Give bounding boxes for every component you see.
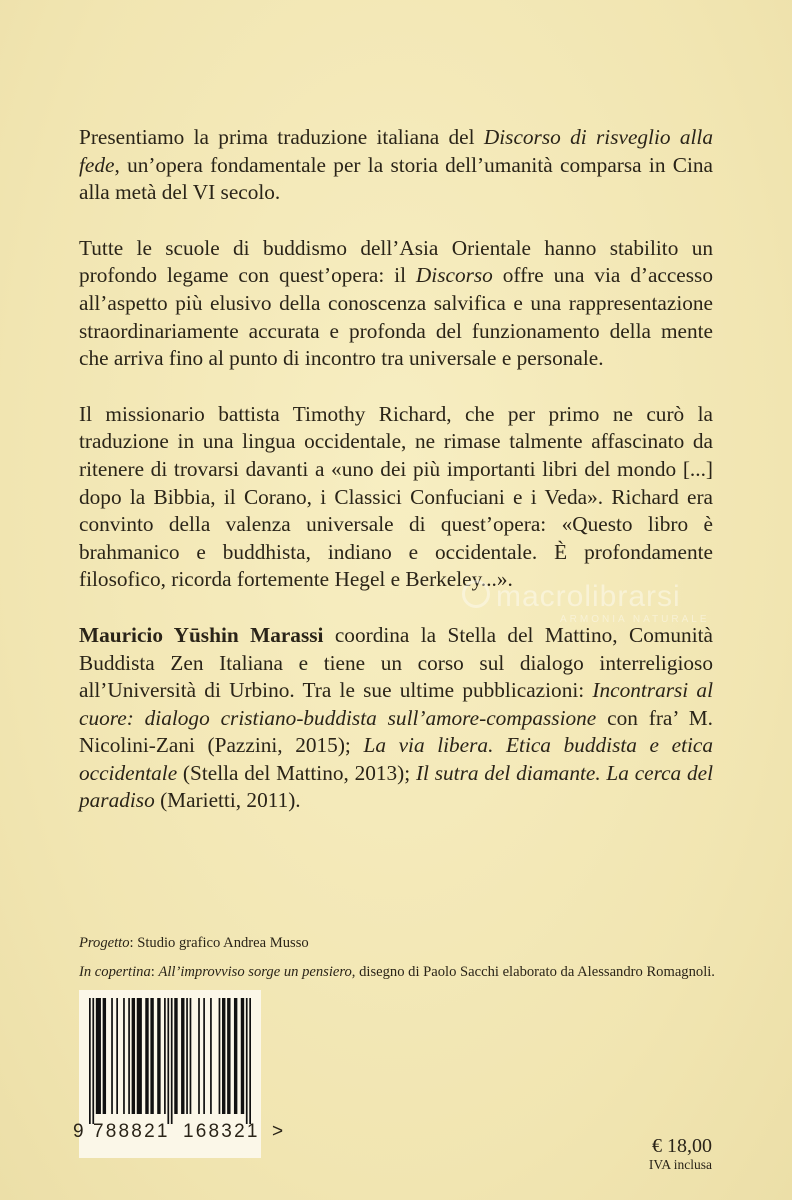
barcode-bar [157,998,160,1114]
barcode-bar [150,998,153,1114]
barcode-bar [123,998,125,1114]
watermark-logo: macrolibrarsi [462,580,681,614]
price-amount: € 18,00 [652,1135,712,1157]
barcode-bar [181,998,184,1114]
barcode-bar [210,998,212,1114]
barcode-bar [249,998,251,1124]
barcode-bar [203,998,205,1114]
paragraph-richard: Il missionario battista Timothy Richard, che per primo ne curò la traduzione in una lingua occidentale, ne rimase talmente affascinato da ritenere di trovarsi davanti a «uno dei più importanti libri del mondo [...] dopo la Bibbia, il Corano, i Classici Confuciani e i Veda». Richard era convinto della valenza universale di quest’opera: «Questo libro è brahmanico e buddhista, indiano e occidentale. È profondamente filosofico, ricorda fortemente Hegel e Berkeley...». [79,401,713,592]
book-title: Discorso di risveglio alla fede [79,125,713,177]
isbn-barcode: 9 788821 168321 > [79,990,261,1158]
barcode-bar [103,998,106,1114]
barcode-bar [186,998,188,1114]
barcode-bar [96,998,101,1114]
paragraph-schools: Tutte le scuole di buddismo dell’Asia Orientale hanno stabilito un profondo legame con quest’opera: il Discorso offre una via d’accesso all’aspetto più elusivo della conoscenza salvifica e una rappresentazione straordinariamente accurata e profonda del funzionamento della mente che arriva fino al punto di incontro tra universale e personale. [79,235,713,371]
price-vat-note: IVA inclusa [648,1157,712,1172]
credit-project: Progetto: Studio grafico Andrea Musso [79,935,309,951]
author-name: Mauricio Yūshin Marassi [79,622,324,647]
barcode-bar [137,998,142,1114]
blurb [79,124,713,815]
barcode-bar [198,998,200,1114]
barcode-bar [171,998,173,1124]
barcode-bar [167,998,169,1124]
barcode-bar [128,998,130,1114]
barcode-bar [241,998,244,1114]
barcode-bar [190,998,192,1114]
barcode-bar [92,998,94,1124]
watermark-icon [462,580,490,608]
credits [79,934,759,992]
price [649,1135,712,1173]
barcode-bar [227,998,230,1114]
barcode-bar [145,998,148,1114]
barcode-bar [111,998,113,1114]
barcode-bar [174,998,177,1114]
barcode-bars [89,998,251,1124]
barcode-bar [89,998,91,1124]
barcode-bar [219,998,221,1114]
barcode-bar [132,998,135,1114]
watermark-tagline: ARMONIA NATURALE [560,614,710,625]
barcode-bar [234,998,237,1114]
barcode-bar [246,998,248,1124]
barcode-bar [222,998,225,1114]
barcode-bar [116,998,118,1114]
barcode-bar [164,998,166,1114]
paragraph-author: Mauricio Yūshin Marassi coordina la Stella del Mattino, Comunità Buddista Zen Italiana e tiene un corso sul dialogo interreligioso all’Università di Urbino. Tra le sue ultime pubblicazioni: Incontrarsi al cuore: dialogo cristiano-buddista sull’amore-compassione con fra’ M. Nicolini-Zani (Pazzini, 2015); La via libera. Etica buddista e etica occidentale (Stella del Mattino, 2013); Il sutra del diamante. La cerca del paradiso (Marietti, 2011). [79,622,713,813]
paragraph-intro: Presentiamo la prima traduzione italiana del Discorso di risveglio alla fede, un’opera fondamentale per la storia dell’umanità comparsa in Cina alla metà del VI secolo. [79,125,713,205]
credit-cover: In copertina: All’improvviso sorge un pensiero, disegno di Paolo Sacchi elaborato da Alessandro Romagnoli. [79,964,715,980]
